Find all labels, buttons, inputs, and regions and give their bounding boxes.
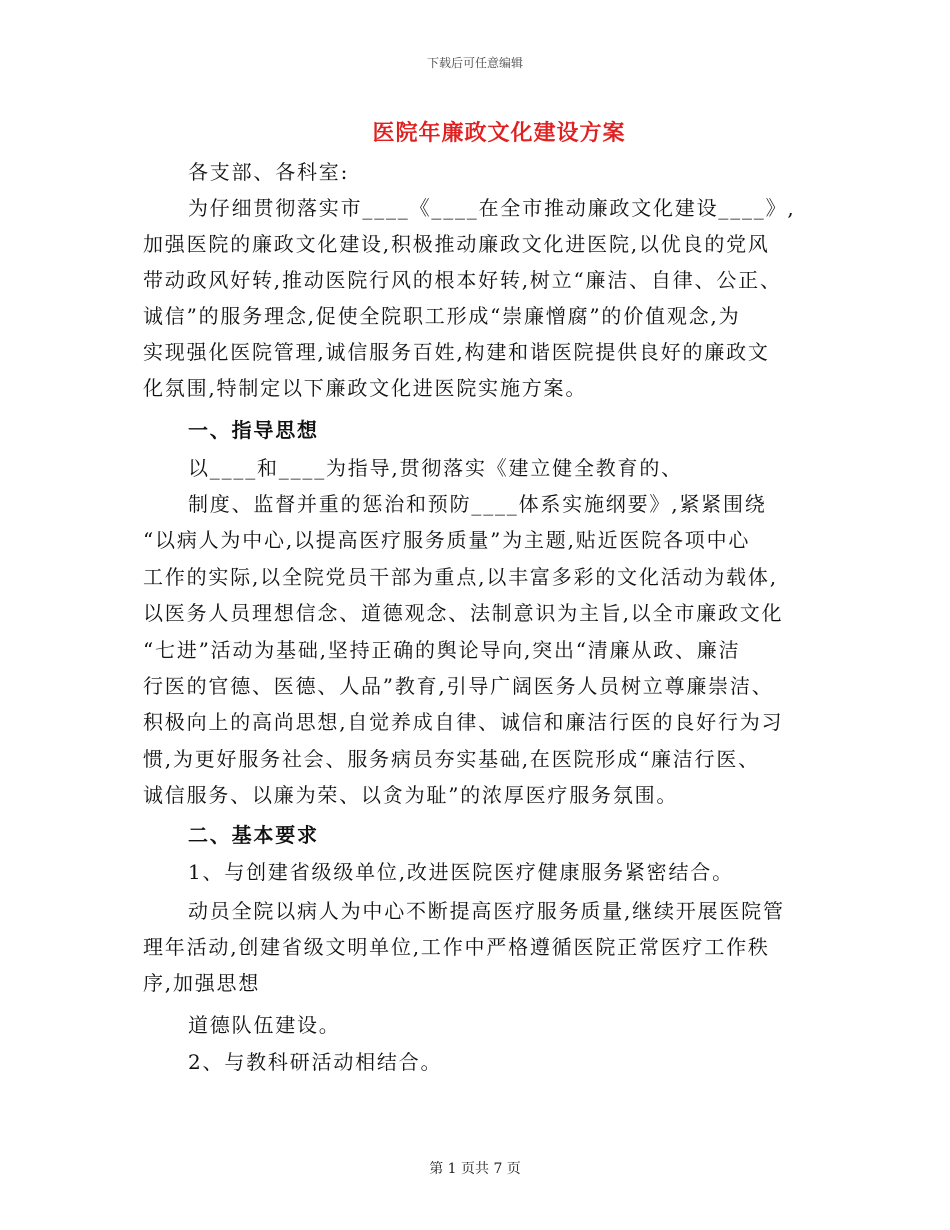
document-title: 医院年廉政文化建设方案 [372, 120, 626, 146]
header-note: 下载后可任意编辑 [426, 56, 523, 70]
intro-line: 化氛围,特制定以下廉政文化进医院实施方案。 [143, 376, 588, 400]
item1-line: 序,加强思想 [143, 971, 261, 995]
section1-line: “七进”活动为基础,坚持正确的舆论导向,突出“清廉从政、廉洁 [143, 638, 741, 662]
page-footer: 第 1 页共 7 页 [429, 1161, 521, 1177]
section2-heading: 二、基本要求 [188, 823, 319, 847]
item1-line: 动员全院以病人为中心不断提高医疗服务质量,继续开展医院管 [188, 899, 785, 923]
intro-line: 实现强化医院管理,诚信服务百姓,构建和谐医院提供良好的廉政文 [143, 340, 770, 364]
section1-line: “以病人为中心,以提高医疗服务质量”为主题,贴近医院各项中心 [143, 528, 751, 552]
item1-line: 道德队伍建设。 [188, 1013, 341, 1037]
section1-line: 诚信服务、以廉为荣、以贪为耻”的浓厚医疗服务氛围。 [143, 783, 679, 807]
section1-line: 惯,为更好服务社会、服务病员夯实基础,在医院形成“廉洁行医、 [143, 747, 760, 771]
item2-heading: 2、与教科研活动相结合。 [188, 1050, 443, 1074]
intro-line: 加强医院的廉政文化建设,积极推动廉政文化进医院,以优良的党风 [143, 232, 770, 256]
item1-heading: 1、与创建省级级单位,改进医院医疗健康服务紧密结合。 [188, 860, 734, 884]
intro-line: 为仔细贯彻落实市____《____在全市推动廉政文化建设____》, [188, 196, 796, 220]
intro-line: 诚信”的服务理念,促使全院职工形成“崇廉憎腐”的价值观念,为 [143, 304, 741, 328]
section1-line: 以医务人员理想信念、道德观念、法制意识为主旨,以全市廉政文化 [143, 601, 784, 625]
item1-line: 理年活动,创建省级文明单位,工作中严格遵循医院正常医疗工作秩 [143, 935, 770, 959]
section1-line: 制度、监督并重的惩治和预防____体系实施纲要》,紧紧围绕 [188, 492, 767, 516]
section1-line: 以____和____为指导,贯彻落实《建立健全教育的、 [188, 456, 683, 480]
intro-line: 带动政风好转,推动医院行风的根本好转,树立“廉洁、自律、公正、 [143, 268, 782, 292]
section1-line: 积极向上的高尚思想,自觉养成自律、诚信和廉洁行医的良好行为习 [143, 710, 784, 734]
section1-line: 行医的官德、医德、人品”教育,引导广阔医务人员树立尊廉崇洁、 [143, 674, 774, 698]
salutation: 各支部、各科室: [188, 160, 350, 184]
section1-line: 工作的实际,以全院党员干部为重点,以丰富多彩的文化活动为载体, [143, 565, 778, 589]
section1-heading: 一、指导思想 [188, 418, 319, 442]
